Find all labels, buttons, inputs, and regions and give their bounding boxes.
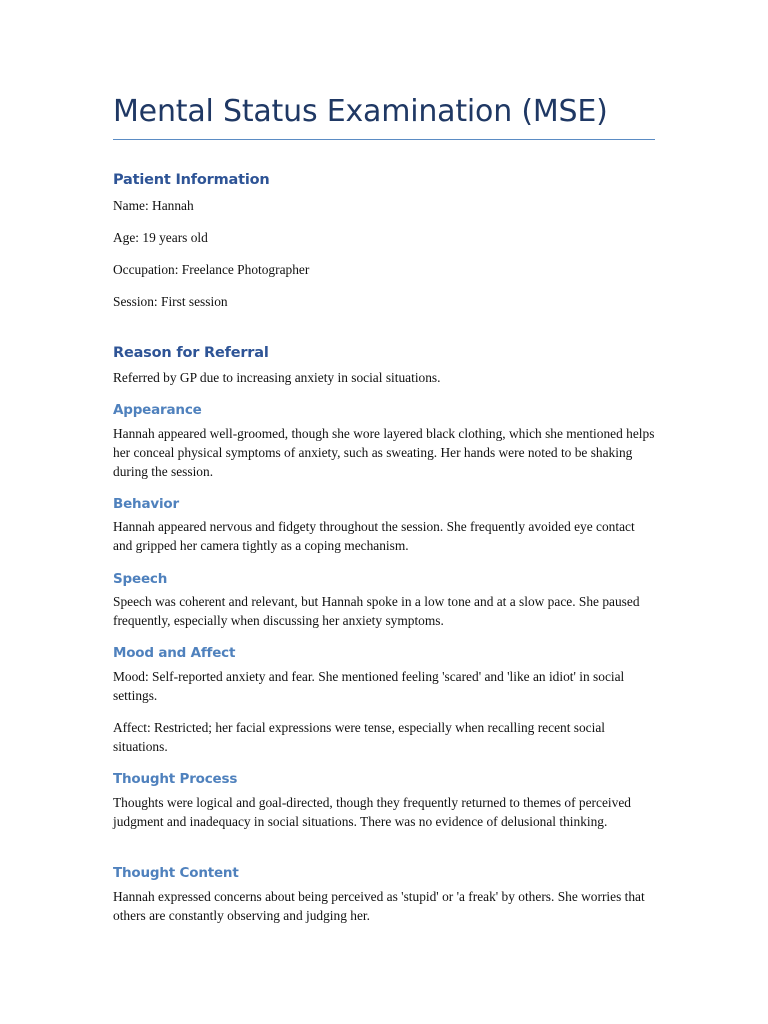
title-underline	[113, 139, 655, 140]
mood-text: Mood: Self-reported anxiety and fear. She mentioned feeling 'scared' and 'like an idiot' in social settings.	[113, 669, 625, 703]
patient-name: Name: Hannah	[113, 198, 194, 213]
document-title: Mental Status Examination (MSE)	[113, 94, 608, 129]
behavior-text: Hannah appeared nervous and fidgety throughout the session. She frequently avoided eye contact and gripped her camera tightly as a coping mechanism.	[113, 519, 635, 553]
speech-heading: Speech	[113, 571, 168, 587]
appearance-text: Hannah appeared well-groomed, though she wore layered black clothing, which she mentioned helps her conceal physical symptoms of anxiety, such as sweating. Her hands were noted to be shaking during the session.	[113, 426, 655, 479]
patient-occupation: Occupation: Freelance Photographer	[113, 262, 310, 277]
speech-text: Speech was coherent and relevant, but Hannah spoke in a low tone and at a slow pace. She paused frequently, especially when discussing her anxiety symptoms.	[113, 594, 640, 628]
affect-text: Affect: Restricted; her facial expressions were tense, especially when recalling recent social situations.	[113, 720, 606, 754]
appearance-heading: Appearance	[113, 402, 202, 418]
patient-information-heading: Patient Information	[113, 172, 270, 188]
patient-age: Age: 19 years old	[113, 230, 208, 245]
patient-session: Session: First session	[113, 294, 228, 309]
thought-process-text: Thoughts were logical and goal-directed, though they frequently returned to themes of perceived judgment and inadequacy in social situations. There was no evidence of delusional thinking.	[113, 795, 631, 829]
mood-and-affect-heading: Mood and Affect	[113, 645, 236, 661]
referral-text: Referred by GP due to increasing anxiety in social situations.	[113, 370, 441, 385]
thought-process-heading: Thought Process	[113, 771, 238, 787]
reason-for-referral-heading: Reason for Referral	[113, 345, 269, 361]
thought-content-text: Hannah expressed concerns about being perceived as 'stupid' or 'a freak' by others. She worries that others are constantly observing and judging her.	[113, 889, 645, 923]
thought-content-heading: Thought Content	[113, 865, 239, 881]
behavior-heading: Behavior	[113, 496, 179, 512]
